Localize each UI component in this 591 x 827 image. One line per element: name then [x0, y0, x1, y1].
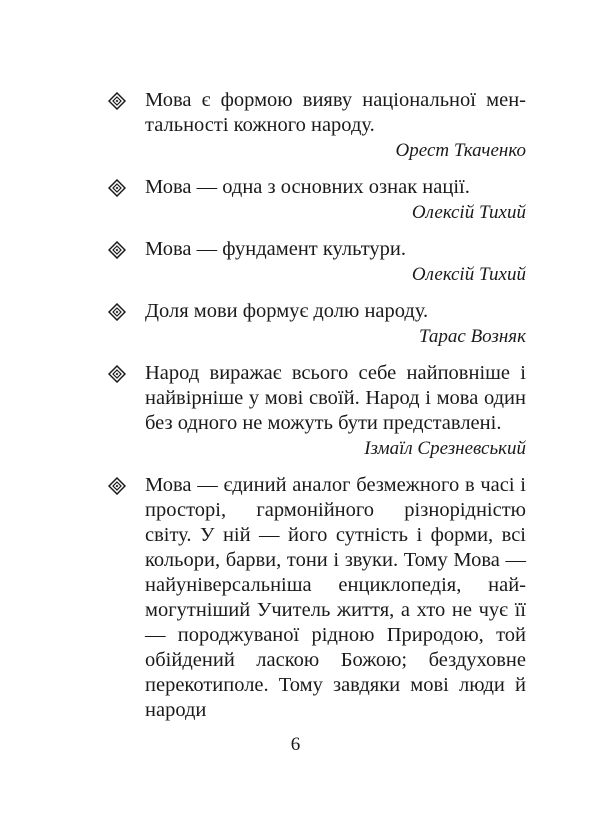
page-number: 6	[290, 734, 301, 755]
quote-author: Ізмаїл Срезневський	[364, 438, 526, 459]
quote-author: Тарас Возняк	[419, 326, 526, 347]
quote-text: Мова — одна з основних ознак нації.	[145, 176, 470, 198]
quote-entry	[108, 175, 526, 225]
quote-entry	[108, 299, 526, 349]
quote-author: Олексій Тихий	[411, 202, 526, 223]
diamond-bullet-icon	[108, 477, 126, 495]
quote-text: Мова — єдиний аналог безмежного в часі і просторі, гармонійного різнорідністю світу. У ній — його сутність і форми, всі кольори, барви, тони і звуки. Тому Мова — найуніверсальніша енциклопедія, наймогутніший Учитель життя, а хто не чує її — породжуваної рідною Природою, той обійдений ласкою Божою; бездуховне перекотиполе. Тому завдяки мові люди й народи	[145, 474, 526, 721]
quote-text: Народ виражає всього себе найповніше і найвірніше у мові своїй. Народ і мова один без одного не можуть бути представлені.	[145, 362, 526, 434]
quote-entry	[108, 237, 526, 287]
diamond-bullet-icon	[108, 365, 126, 383]
quote-list	[108, 88, 526, 735]
quote-entry	[108, 88, 526, 163]
diamond-bullet-icon	[108, 241, 126, 259]
quote-entry	[108, 473, 526, 723]
diamond-bullet-icon	[108, 303, 126, 321]
quote-author: Орест Ткаченко	[395, 140, 526, 161]
diamond-bullet-icon	[108, 92, 126, 110]
quote-text: Мова є формою вияву національної ментальності кожного народу.	[145, 89, 526, 136]
quote-author: Олексій Тихий	[411, 264, 526, 285]
quote-text: Мова — фундамент культури.	[145, 238, 406, 260]
quote-text: Доля мови формує долю народу.	[145, 300, 429, 322]
diamond-bullet-icon	[108, 179, 126, 197]
quote-entry	[108, 361, 526, 461]
